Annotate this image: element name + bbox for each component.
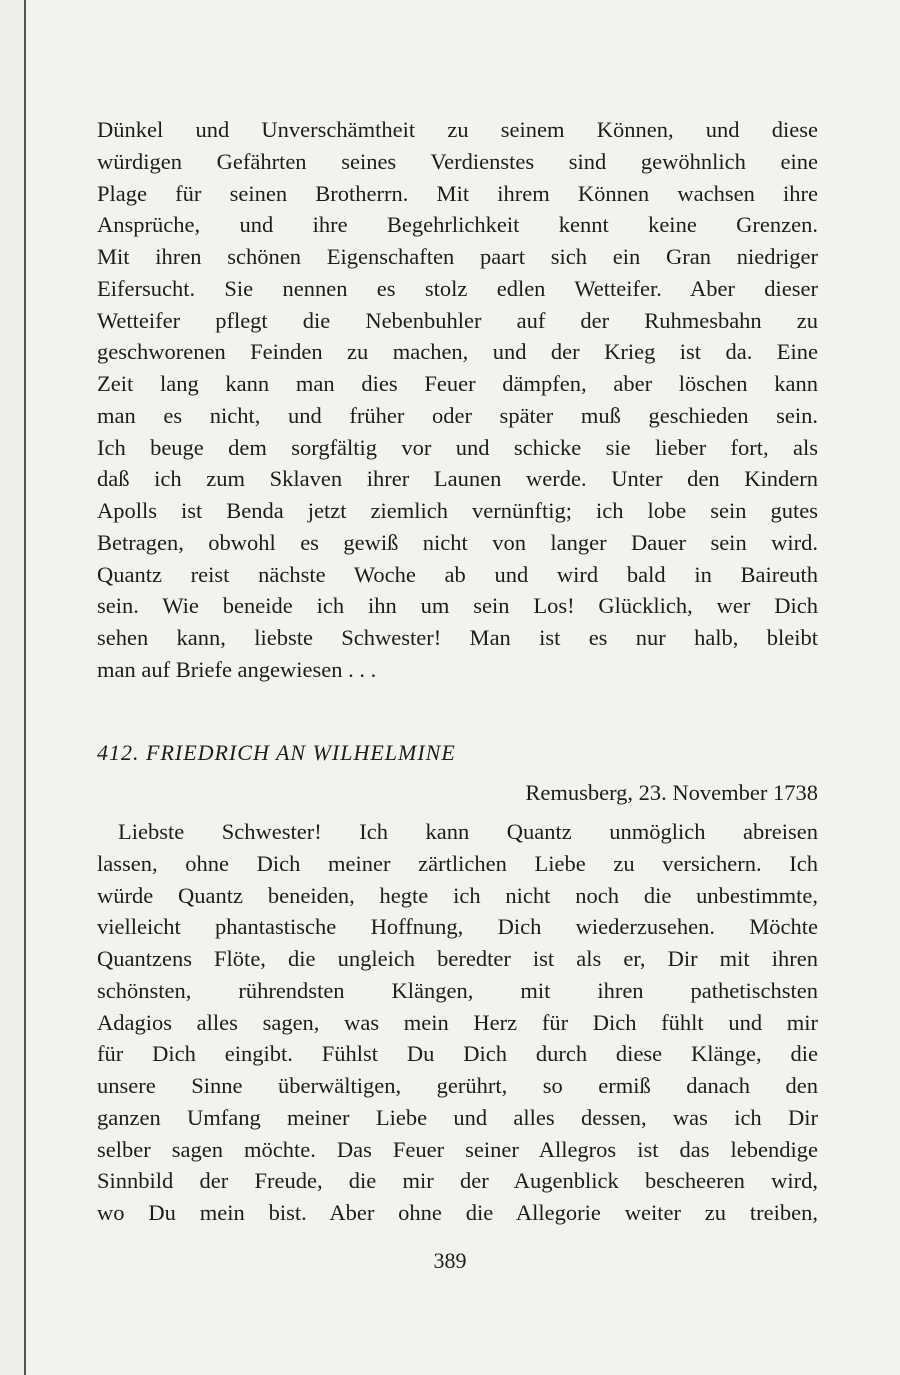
text-line: Mit ihren schönen Eigenschaften paart sich ein Gran niedriger bbox=[97, 244, 818, 269]
text-line: Apolls ist Benda jetzt ziemlich vernünftig; ich lobe sein gutes bbox=[97, 498, 818, 523]
text-line: Eifersucht. Sie nennen es stolz edlen Wetteifer. Aber dieser bbox=[97, 275, 818, 301]
text-line: wo Du mein bist. Aber ohne die Allegorie weiter zu treiben, bbox=[97, 1200, 818, 1225]
text-line: vielleicht phantastische Hoffnung, Dich wiederzusehen. Möchte bbox=[97, 914, 818, 940]
text-line: unsere Sinne überwältigen, gerührt, so ermiß danach den bbox=[97, 1073, 818, 1098]
text-line: sein. Wie beneide ich ihn um sein Los! Glücklich, wer Dich bbox=[97, 593, 818, 619]
text-line: daß ich zum Sklaven ihrer Launen werde. Unter den Kindern bbox=[97, 466, 818, 492]
text-line: Ich beuge dem sorgfältig vor und schicke sie lieber fort, als bbox=[97, 434, 818, 460]
letter-dateline: Remusberg, 23. November 1738 bbox=[525, 780, 818, 805]
text-line: Betragen, obwohl es gewiß nicht von langer Dauer sein wird. bbox=[97, 529, 818, 555]
text-line: Plage für seinen Brotherrn. Mit ihrem Können wachsen ihre bbox=[97, 180, 818, 206]
text-line: sehen kann, liebste Schwester! Man ist es nur halb, bleibt bbox=[97, 625, 818, 650]
text-line: man auf Briefe angewiesen . . . bbox=[97, 656, 377, 682]
text-line: Adagios alles sagen, was mein Herz für Dich fühlt und mir bbox=[97, 1009, 818, 1035]
text-line: selber sagen möchte. Das Feuer seiner Allegros ist das lebendige bbox=[97, 1136, 818, 1162]
text-line: schönsten, rührendsten Klängen, mit ihren pathetischsten bbox=[97, 977, 818, 1003]
text-line: Quantzens Flöte, die ungleich beredter ist als er, Dir mit ihren bbox=[97, 946, 818, 971]
text-line: würde Quantz beneiden, hegte ich nicht noch die unbestimmte, bbox=[97, 882, 818, 908]
letter-heading: 412. FRIEDRICH AN WILHELMINE bbox=[97, 740, 456, 765]
text-line: lassen, ohne Dich meiner zärtlichen Liebe zu versichern. Ich bbox=[97, 850, 818, 876]
text-line: Quantz reist nächste Woche ab und wird bald in Baireuth bbox=[97, 561, 818, 587]
text-line: für Dich eingibt. Fühlst Du Dich durch diese Klänge, die bbox=[97, 1041, 818, 1067]
text-line: Liebste Schwester! Ich kann Quantz unmöglich abreisen bbox=[118, 819, 818, 844]
page-number: 389 bbox=[433, 1248, 467, 1273]
text-line: Zeit lang kann man dies Feuer dämpfen, aber löschen kann bbox=[97, 371, 818, 396]
text-line: Wetteifer pflegt die Nebenbuhler auf der Ruhmesbahn zu bbox=[97, 307, 818, 333]
text-line: würdigen Gefährten seines Verdienstes sind gewöhnlich eine bbox=[97, 148, 818, 174]
text-line: geschworenen Feinden zu machen, und der Krieg ist da. Eine bbox=[97, 339, 818, 365]
text-line: man es nicht, und früher oder später muß geschieden sein. bbox=[97, 402, 818, 428]
page-gutter bbox=[0, 0, 24, 1375]
binding-edge bbox=[24, 0, 26, 1375]
text-line: Ansprüche, und ihre Begehrlichkeit kennt keine Grenzen. bbox=[97, 212, 818, 238]
text-line: ganzen Umfang meiner Liebe und alles dessen, was ich Dir bbox=[97, 1104, 818, 1130]
text-line: Sinnbild der Freude, die mir der Augenblick bescheeren wird, bbox=[97, 1168, 818, 1194]
text-line: Dünkel und Unverschämtheit zu seinem Können, und diese bbox=[97, 117, 818, 142]
